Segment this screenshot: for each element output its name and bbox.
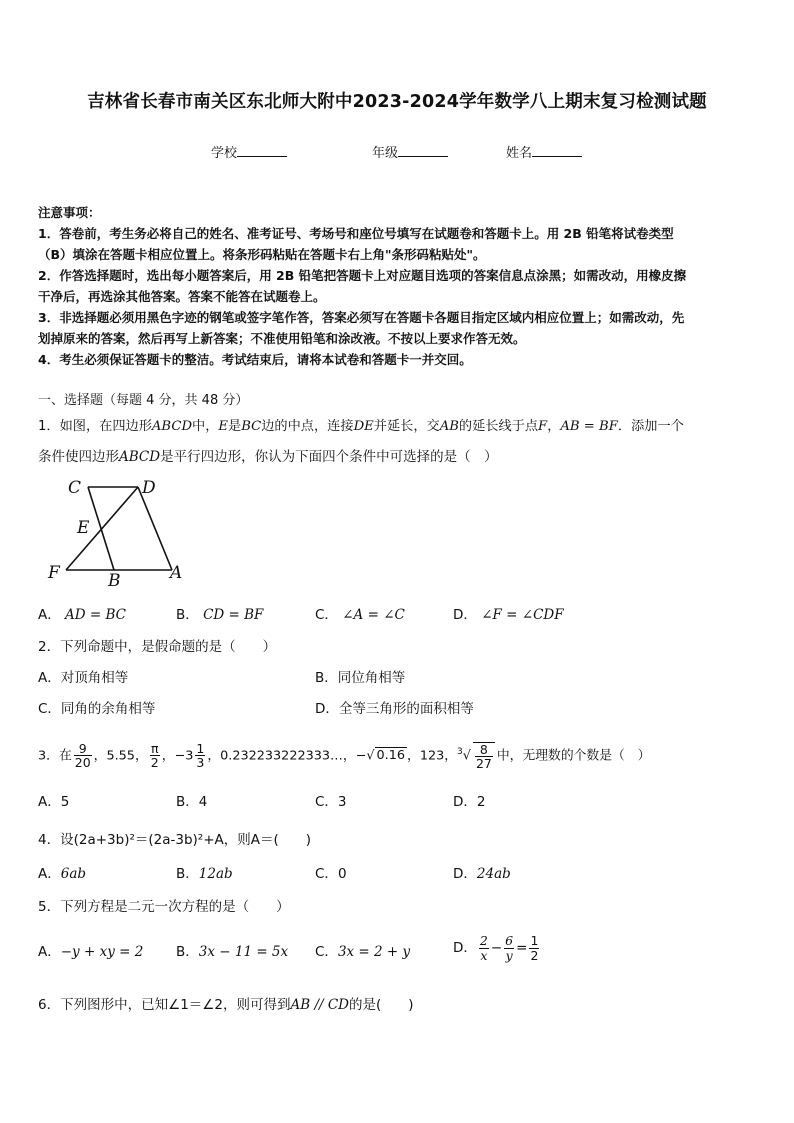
q1-option-b: B． CD = BF [176, 607, 264, 623]
q5-option-a: A．−y + xy = 2 [38, 944, 144, 960]
notice-line: 2．作答选择题时，选出每小题答案后，用 2B 铅笔把答题卡上对应题目选项的答案信息点涂黑；如需改动，用橡皮擦 [38, 268, 687, 283]
q3-option-c: C．3 [315, 794, 347, 810]
q4-option-b: B．12ab [176, 866, 233, 882]
q1-option-a: A． AD = BC [38, 607, 127, 623]
q1-option-c: C． ∠A = ∠C [315, 607, 405, 623]
q5-stem: 5．下列方程是二元一次方程的是（ ） [38, 899, 290, 915]
grade-blank [398, 144, 448, 157]
square-root: 0.16 [376, 748, 406, 764]
q4-option-c: C．0 [315, 866, 347, 882]
fraction: $\frac{1}{2}$ [530, 933, 539, 963]
q6-stem: 6．下列图形中，已知∠1＝∠2，则可得到AB // CD的是( ) [38, 997, 414, 1013]
notice-line: 干净后，再选涂其他答案。答案不能答在试题卷上。 [38, 289, 326, 304]
fraction: $\frac{6}{y}$ [505, 933, 514, 963]
grade-field [372, 142, 448, 161]
label-B: B [108, 571, 121, 589]
q5-option-b: B．3x − 11 = 5x [176, 944, 289, 960]
name-label: 姓名 [506, 146, 533, 161]
page-title: 吉林省长春市南关区东北师大附中2023-2024学年数学八上期末复习检测试题 [87, 92, 707, 112]
grade-label: 年级 [372, 146, 399, 161]
q1-stem-line1: 1．如图，在四边形ABCD中，E是BC边的中点，连接DE并延长，交AB的延长线于点F，AB = BF．添加一个 [38, 419, 684, 434]
q5-option-d: D． $\frac{2}{x}$ − $\frac{6}{y}$ = $\frac{1}{2}$ [453, 933, 539, 963]
notice-line: 4．考生必须保证答题卡的整洁。考试结束后，请将本试卷和答题卡一并交回。 [38, 352, 472, 367]
notice-line: 3．非选择题必须用黑色字迹的钢笔或签字笔作答，答案必须写在答题卡各题目指定区域内相应位置上；如需改动，先 [38, 310, 685, 325]
q1-option-d: D． ∠F = ∠CDF [453, 607, 564, 623]
cube-root-fraction: $\frac{8}{27}$ [473, 742, 495, 770]
q3-option-b: B．4 [176, 794, 208, 810]
q2-option-b: B．同位角相等 [315, 670, 406, 686]
fraction: $\frac{9}{20}$ [74, 741, 91, 771]
q4-option-d: D．24ab [453, 866, 511, 882]
notice-line: 划掉原来的答案，然后再写上新答案；不准使用铅笔和涂改液。不按以上要求作答无效。 [38, 331, 526, 346]
q4-stem: 4．设(2a+3b)²＝(2a-3b)²+A，则A＝( ) [38, 832, 312, 848]
label-D: D [142, 478, 156, 498]
fraction: $\frac{2}{x}$ [479, 933, 488, 963]
q2-option-c: C．同角的余角相等 [38, 701, 156, 717]
fraction: $\frac{\pi}{2}$ [150, 741, 159, 771]
label-F: F [48, 563, 60, 583]
segment-DA [138, 487, 172, 570]
label-A: A [170, 563, 183, 583]
section-heading: 一、选择题（每题 4 分，共 48 分） [38, 393, 249, 408]
school-blank [237, 144, 287, 157]
notice-line: 1．答卷前，考生务必将自己的姓名、准考证号、考场号和座位号填写在试题卷和答题卡上。用 2B 铅笔将试卷类型 [38, 226, 674, 241]
notice-line: （B）填涂在答题卡相应位置上。将条形码粘贴在答题卡右上角"条形码粘贴处"。 [38, 247, 486, 262]
school-label: 学校 [211, 146, 238, 161]
name-blank [532, 144, 582, 157]
label-C: C [68, 478, 82, 498]
label-E: E [77, 518, 90, 538]
q5-option-c: C．3x = 2 + y [315, 944, 411, 960]
school-field [211, 142, 287, 161]
q3-option-a: A．5 [38, 794, 70, 810]
notice-heading: 注意事项： [38, 205, 101, 220]
q1-figure [44, 474, 194, 589]
fraction: $\frac{1}{3}$ [196, 741, 205, 771]
q2-option-a: A．对顶角相等 [38, 670, 129, 686]
q2-stem: 2．下列命题中，是假命题的是（ ） [38, 639, 277, 655]
q4-option-a: A．6ab [38, 866, 87, 882]
q2-option-d: D．全等三角形的面积相等 [315, 701, 474, 717]
q1-stem-line2: 条件使四边形ABCD是平行四边形，你认为下面四个条件中可选择的是（ ） [38, 449, 498, 465]
name-field [506, 142, 582, 161]
q3-stem: 3．在 $\frac{9}{20}$ ，5.55， $\frac{\pi}{2}$ ，−3 $\frac{1}{3}$ ，0.232233222333…，−√ 0.16 ，123，$^3$√ $\frac{8}{27}$ 中，无理数的个数是（ ） [38, 741, 651, 771]
q3-option-d: D．2 [453, 794, 486, 810]
